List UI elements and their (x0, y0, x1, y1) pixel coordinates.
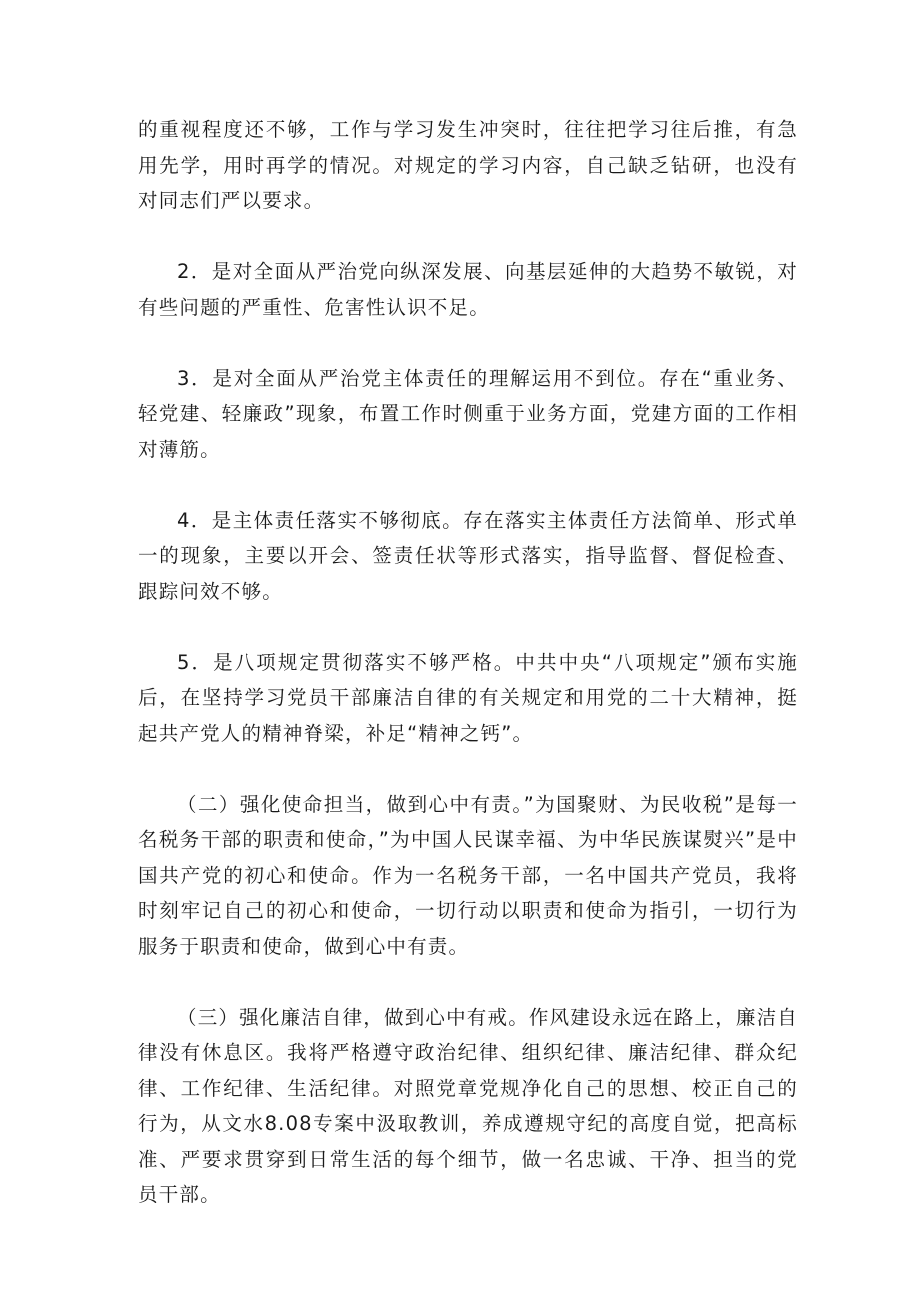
paragraph-item-4: 4．是主体责任落实不够彻底。存在落实主体责任方法简单、形式单一的现象，主要以开会、签责任状等形式落实，指导监督、督促检查、跟踪问效不够。 (138, 508, 798, 603)
paragraph-gap (138, 325, 798, 361)
paragraph-item-5: 5．是八项规定贯彻落实不够严格。中共中央“八项规定”颁布实施后，在坚持学习党员干部廉洁自律的有关规定和用党的二十大精神，挺起共产党人的精神脊梁，补足“精神之钙”。 (138, 650, 798, 745)
paragraph-continuation: 的重视程度还不够，工作与学习发生冲突时，往往把学习往后推，有急用先学，用时再学的情况。对规定的学习内容，自己缺乏钻研，也没有对同志们严以要求。 (138, 118, 798, 212)
paragraph-gap (138, 467, 798, 503)
paragraph-section-3: （三）强化廉洁自律，做到心中有戒。作风建设永远在路上，廉洁自律没有休息区。我将严格遵守政治纪律、组织纪律、廉洁纪律、群众纪律、工作纪律、生活纪律。对照党章党规净化自己的思想、校正自己的行为，从文水8.08专案中汲取教训，养成遵规守纪的高度自觉，把高标准、严要求贯穿到日常生活的每个细节，做一名忠诚、干净、担当的党员干部。 (138, 1005, 799, 1206)
paragraph-gap (138, 609, 798, 645)
paragraph-item-3: 3．是对全面从严治党主体责任的理解运用不到位。存在“重业务、轻党建、轻廉政”现象，布置工作时侧重于业务方面，党建方面的工作相对薄筋。 (138, 366, 798, 461)
paragraph-gap (138, 964, 798, 1000)
paragraph-item-2: 2．是对全面从严治党向纵深发展、向基层延伸的大趋势不敏锐，对有些问题的严重性、危害性认识不足。 (138, 260, 798, 319)
paragraph-section-2: （二）强化使命担当，做到心中有责。”为国聚财、为民收税”是每一名税务干部的职责和使命，”为中国人民谋幸福、为中华民族谋熨兴”是中国共产党的初心和使命。作为一名税务干部，一名中国共产党员，我将时刻牢记自己的初心和使命，一切行动以职责和使命为指引，一切行为服务于职责和使命，做到心中有责。 (138, 792, 798, 958)
paragraph-gap (138, 219, 798, 255)
document-body (138, 112, 798, 1213)
paragraph-gap (138, 751, 798, 787)
